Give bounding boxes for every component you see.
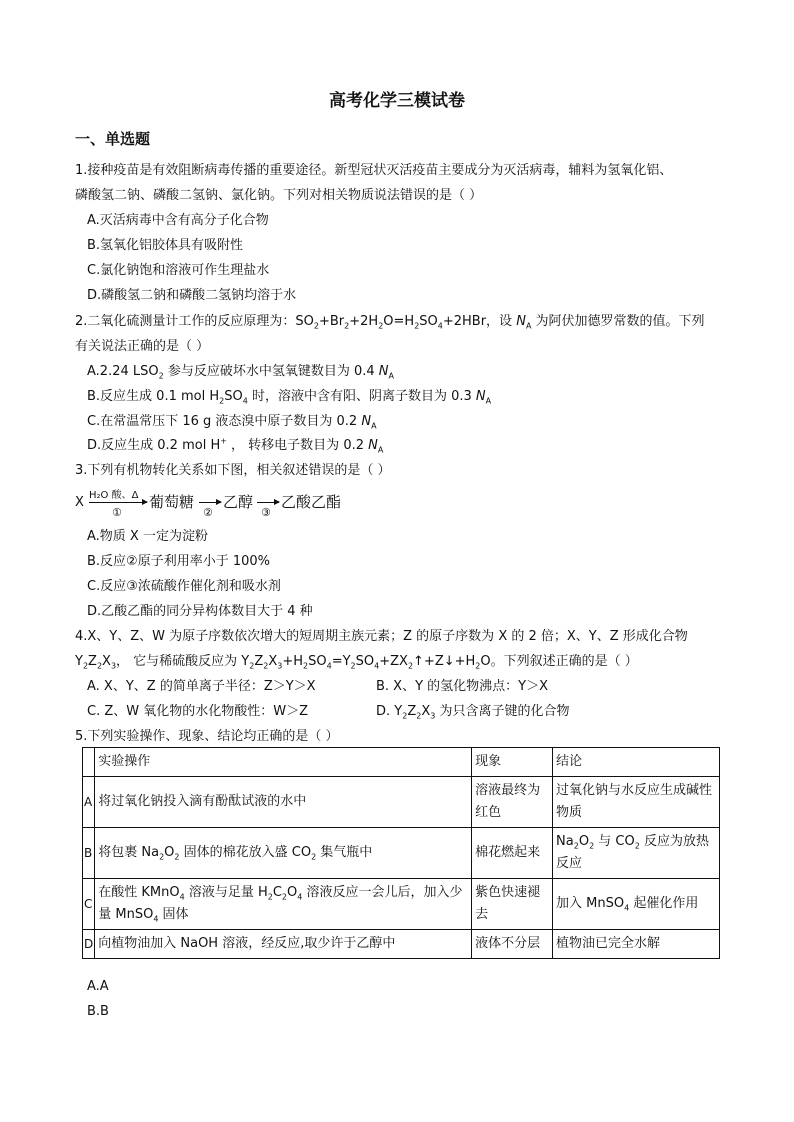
row-operation: 向植物油加入 NaOH 溶液，经反应,取少许于乙醇中 — [95, 930, 472, 959]
q1-stem-line1: 1.接种疫苗是有效阻断病毒传播的重要途径。新型冠状灭活疫苗主要成分为灭活病毒，辅料为氢氧化铝、 — [75, 163, 673, 178]
row-conclusion: 植物油已完全水解 — [553, 930, 720, 959]
row-conclusion: 加入 MnSO$_4$ 起催化作用 — [553, 879, 720, 930]
q2-stem-line2: 有关说法正确的是（ ） — [75, 339, 210, 354]
reaction-condition: H₂O 酸、Δ — [89, 490, 139, 501]
table-header-row — [83, 748, 720, 777]
q1-option-b: B.氢氧化铝胶体具有吸附性 — [87, 238, 244, 253]
q4-option-c: C. Z、W 氧化物的水化物酸性：W＞Z — [87, 704, 308, 719]
arrow-2-icon — [199, 502, 221, 503]
row-label: C — [83, 879, 95, 930]
q1-option-a: A.灭活病毒中含有高分子化合物 — [87, 213, 269, 228]
row-conclusion: $Na_2O_2$ 与 $CO_2$ 反应为放热反应 — [553, 828, 720, 879]
q1-option-d: D.磷酸氢二钠和磷酸二氢钠均溶于水 — [87, 288, 297, 303]
q2-option-d: D.反应生成 0.2 mol H+ ， 转移电子数目为 0.2 $N_A$ — [87, 436, 384, 455]
q4-option-d: D. $Y_2Z_2X_3$ 为只含离子键的化合物 — [376, 704, 570, 721]
q1-stem-line2: 磷酸氢二钠、磷酸二氢钠、氯化钠。下列对相关物质说法错误的是（ ） — [75, 188, 483, 203]
table-header-phenomenon: 现象 — [472, 748, 553, 777]
row-operation: 将包裹 $Na_2O_2$ 固体的棉花放入盛 $CO_2$ 集气瓶中 — [95, 828, 472, 879]
q4-stem-line1: 4.X、Y、Z、W 为原子序数依次增大的短周期主族元素；Z 的原子序数为 X 的 2 倍；X、Y、Z 形成化合物 — [75, 629, 688, 644]
arrow-1-icon — [89, 502, 147, 503]
q2-stem-line1: 2.二氧化硫测量计工作的反应原理为：$SO_2+Br_2+2H_2O=H_2SO_4+2HBr$，设 $N_A$ 为阿伏加德罗常数的值。下列 — [75, 314, 705, 331]
row-conclusion: 过氧化钠与水反应生成碱性物质 — [553, 777, 720, 828]
table-header-conclusion: 结论 — [553, 748, 720, 777]
page-title: 高考化学三模试卷 — [329, 91, 465, 111]
q3-option-d: D.乙酸乙酯的同分异构体数目大于 4 种 — [87, 604, 313, 619]
q2-option-a: A.2.24 $LSO_2$ 参与反应破坏水中氢氧键数目为 0.4 $N_A$ — [87, 364, 394, 381]
q3-stem: 3.下列有机物转化关系如下图，相关叙述错误的是（ ） — [75, 463, 391, 478]
experiment-table — [82, 747, 720, 959]
product-ethanol: 乙醇 — [223, 493, 254, 511]
section-heading: 一、单选题 — [75, 130, 151, 148]
arrow-3-icon — [257, 502, 279, 503]
row-phenomenon: 溶液最终为红色 — [472, 777, 553, 828]
row-phenomenon: 棉花燃起来 — [472, 828, 553, 879]
table-header-blank — [83, 748, 95, 777]
row-label: A — [83, 777, 95, 828]
row-label: D — [83, 930, 95, 959]
reaction-scheme — [75, 486, 395, 520]
row-label: B — [83, 828, 95, 879]
q1-option-c: C.氯化钠饱和溶液可作生理盐水 — [87, 263, 270, 278]
q3-option-c: C.反应③浓硫酸作催化剂和吸水剂 — [87, 579, 281, 594]
row-phenomenon: 紫色快速褪去 — [472, 879, 553, 930]
q3-option-a: A.物质 X 一定为淀粉 — [87, 529, 208, 544]
q4-option-b: B. X、Y 的氢化物沸点：Y＞X — [376, 679, 549, 694]
q2-option-c: C.在常温常压下 16 g 液态溴中原子数目为 0.2 $N_A$ — [87, 414, 377, 431]
q5-option-a: A.A — [87, 979, 109, 994]
reactant-x: X — [75, 495, 84, 510]
q4-option-a: A. X、Y、Z 的简单离子半径：Z＞Y＞X — [87, 679, 316, 694]
q5-option-b: B.B — [87, 1004, 109, 1019]
product-ethyl-acetate: 乙酸乙酯 — [281, 493, 342, 511]
product-glucose: 葡萄糖 — [149, 493, 195, 511]
table-header-operation: 实验操作 — [95, 748, 472, 777]
step-3-label: ③ — [261, 506, 271, 519]
row-phenomenon: 液体不分层 — [472, 930, 553, 959]
table-row — [83, 879, 720, 930]
step-1-label: ① — [112, 506, 122, 519]
table-row — [83, 777, 720, 828]
row-operation: 在酸性 KMnO$_4$ 溶液与足量 $H_2C_2O_4$ 溶液反应一会儿后，加入少量 MnSO$_4$ 固体 — [95, 879, 472, 930]
table-row — [83, 828, 720, 879]
q4-stem-line2: $Y_2Z_2X_3$， 它与稀硫酸反应为 $Y_2Z_2X_3+H_2SO_4=Y_2SO_4+ZX_2↑+Z↓+H_2O$。下列叙述正确的是（ ） — [75, 654, 638, 671]
q5-stem: 5.下列实验操作、现象、结论均正确的是（ ） — [75, 729, 339, 744]
row-operation: 将过氧化钠投入滴有酚酞试液的水中 — [95, 777, 472, 828]
q3-option-b: B.反应②原子利用率小于 100% — [87, 554, 271, 569]
q2-option-b: B.反应生成 0.1 mol $H_2SO_4$ 时，溶液中含有阳、阴离子数目为 0.3 $N_A$ — [87, 389, 492, 406]
table-row — [83, 930, 720, 959]
step-2-label: ② — [203, 506, 213, 519]
